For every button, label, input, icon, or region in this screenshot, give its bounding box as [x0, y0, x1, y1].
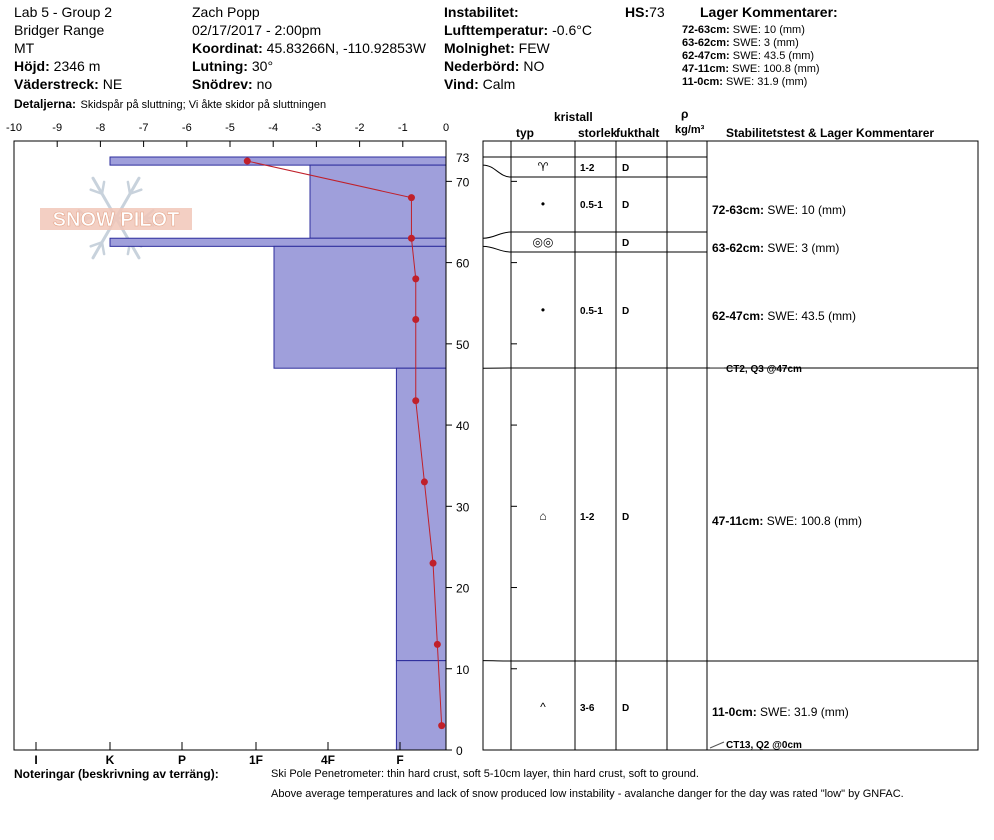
slope-label: Lutning:: [192, 58, 248, 74]
range-name: Bridger Range: [14, 22, 105, 38]
aspect-label: Väderstreck:: [14, 76, 99, 92]
state-name: MT: [14, 40, 35, 56]
moisture-value: D: [622, 200, 630, 211]
notes-label: Noteringar (beskrivning av terräng):: [14, 767, 219, 781]
type-header: typ: [516, 126, 534, 140]
layer-connector: [483, 246, 511, 252]
temperature-tick-label: -7: [138, 122, 149, 134]
layer-connector: [483, 165, 511, 177]
depth-tick-label: 70: [456, 175, 470, 190]
table-layer-comment: 72-63cm: SWE: 10 (mm): [712, 203, 847, 217]
density-unit-header: kg/m³: [675, 124, 705, 136]
stability-header: Stabilitetstest & Lager Kommentarer: [726, 126, 935, 140]
hardness-tick-label: P: [177, 753, 187, 767]
elevation-label: Höjd:: [14, 58, 50, 74]
temperature-point: [438, 722, 445, 729]
moisture-value: D: [622, 163, 630, 174]
moisture-value: D: [622, 306, 630, 317]
grain-size: 3-6: [580, 703, 595, 714]
temperature-tick-label: -3: [311, 122, 322, 134]
wind-loading-value: no: [256, 76, 273, 92]
layer-comment: 62-47cm: SWE: 43.5 (mm): [682, 50, 815, 62]
hardness-bar: [110, 157, 446, 165]
elevation-value: 2346 m: [53, 58, 101, 74]
temperature-point: [412, 316, 419, 323]
layer-comment: 63-62cm: SWE: 3 (mm): [682, 37, 799, 49]
depth-tick-label: 60: [456, 256, 470, 271]
grain-type-symbol: ^: [540, 700, 546, 714]
lab-title: Lab 5 - Group 2: [14, 4, 113, 20]
depth-tick-label: 20: [456, 581, 470, 596]
sky-label: Molnighet:: [444, 40, 515, 56]
hardness-bar: [396, 368, 446, 660]
precip-label: Nederbörd:: [444, 58, 520, 74]
hardness-tick-label: I: [34, 753, 38, 767]
snowflake-branch: [102, 182, 104, 194]
snowflake-branch: [102, 242, 104, 254]
aspect-value: NE: [102, 76, 123, 92]
layer-comments-title: Lager Kommentarer:: [700, 4, 838, 20]
air-temp-label: Lufttemperatur:: [444, 22, 549, 38]
wind-value: Calm: [482, 76, 516, 92]
table-layer-comment: 62-47cm: SWE: 43.5 (mm): [712, 309, 857, 323]
temperature-point: [434, 641, 441, 648]
coord-value: 45.83266N, -110.92853W: [266, 40, 426, 56]
grain-type-symbol: •: [540, 197, 546, 211]
observation-datetime: 02/17/2017 - 2:00pm: [192, 22, 322, 38]
temperature-point: [412, 397, 419, 404]
observer-name: Zach Popp: [192, 4, 260, 20]
hardness-bar: [310, 165, 446, 238]
temperature-point: [408, 194, 415, 201]
temperature-point: [421, 478, 428, 485]
hs-value: 73: [649, 4, 665, 20]
table-layer-comment: 47-11cm: SWE: 100.8 (mm): [712, 514, 863, 528]
crystal-header: kristall: [554, 110, 593, 124]
hardness-tick-label: 1F: [248, 753, 264, 767]
depth-tick-label: 10: [456, 662, 470, 677]
depth-tick-label: 50: [456, 337, 470, 352]
temperature-tick-label: 0: [442, 122, 450, 134]
hardness-layers: [110, 157, 446, 750]
notes-line2: Above average temperatures and lack of snow produced low instability - avalanche danger for the day was rated "low" by GNFAC.: [271, 788, 904, 800]
rho-header: ρ: [681, 107, 689, 121]
moisture-header: fukthalt: [616, 126, 660, 140]
snowflake-branch: [128, 182, 130, 194]
layer-comment: 11-0cm: SWE: 31.9 (mm): [682, 76, 808, 88]
grain-size: 1-2: [580, 163, 595, 174]
temperature-tick-label: -9: [52, 122, 63, 134]
details-value: Skidspår på sluttning; Vi åkte skidor på sluttningen: [80, 99, 327, 111]
layer-comment: 72-63cm: SWE: 10 (mm): [682, 24, 805, 36]
depth-tick-label: 40: [456, 419, 470, 434]
temperature-tick-label: -6: [181, 122, 192, 134]
wind-loading-label: Snödrev:: [192, 76, 253, 92]
moisture-value: D: [622, 512, 630, 523]
temperature-tick-label: -1: [397, 122, 408, 134]
temperature-point: [412, 275, 419, 282]
notes-line1: Ski Pole Penetrometer: thin hard crust, soft 5-10cm layer, thin hard crust, soft to ground.: [271, 768, 699, 780]
stability-test-label: CT2, Q3 @47cm: [726, 364, 802, 376]
hardness-bar: [274, 246, 446, 368]
stability-arrow: [710, 742, 724, 748]
temperature-point: [408, 235, 415, 242]
temperature-tick-label: -5: [225, 122, 235, 134]
air-temp-value: -0.6°C: [552, 22, 592, 38]
layer-connector: [483, 232, 511, 238]
depth-top-label: 73: [456, 151, 470, 165]
grain-type-symbol: ◎◎: [532, 235, 554, 249]
depth-tick-label: 0: [456, 744, 463, 758]
hardness-bar: [110, 238, 446, 246]
coord-label: Koordinat:: [192, 40, 263, 56]
size-header: storlek: [578, 126, 618, 140]
precip-value: NO: [523, 58, 545, 74]
details-label: Detaljerna:: [14, 97, 77, 111]
grain-size: 1-2: [580, 512, 595, 523]
watermark-text: SNOW PILOT: [52, 209, 180, 231]
stability-test-label: CT13, Q2 @0cm: [726, 740, 802, 751]
slope-value: 30°: [251, 58, 274, 74]
hardness-tick-label: 4F: [320, 753, 336, 767]
layer-comment: 47-11cm: SWE: 100.8 (mm): [682, 63, 820, 75]
grain-type-symbol: ⌂: [539, 509, 547, 523]
moisture-value: D: [622, 238, 630, 249]
layer-table: [483, 141, 978, 751]
temperature-tick-label: -2: [354, 122, 365, 134]
hs-label: HS:: [625, 4, 650, 20]
wind-label: Vind:: [444, 76, 479, 92]
grain-size: 0.5-1: [580, 306, 603, 317]
grain-size: 0.5-1: [580, 200, 603, 211]
sky-value: FEW: [518, 40, 550, 56]
hardness-tick-label: K: [105, 753, 115, 767]
depth-tick-label: 30: [456, 500, 470, 515]
temperature-point: [244, 158, 251, 165]
instability-label: Instabilitet:: [444, 4, 519, 20]
temperature-point: [430, 560, 437, 567]
moisture-value: D: [622, 703, 630, 714]
hardness-tick-label: F: [396, 753, 404, 767]
grain-type-symbol: ♈: [537, 160, 549, 174]
temperature-tick-label: -4: [268, 122, 279, 134]
table-layer-comment: 11-0cm: SWE: 31.9 (mm): [712, 705, 849, 719]
grain-type-symbol: •: [540, 303, 546, 317]
temperature-tick-label: -8: [95, 122, 106, 134]
temperature-tick-label: -10: [6, 122, 22, 134]
table-layer-comment: 63-62cm: SWE: 3 (mm): [712, 241, 840, 255]
